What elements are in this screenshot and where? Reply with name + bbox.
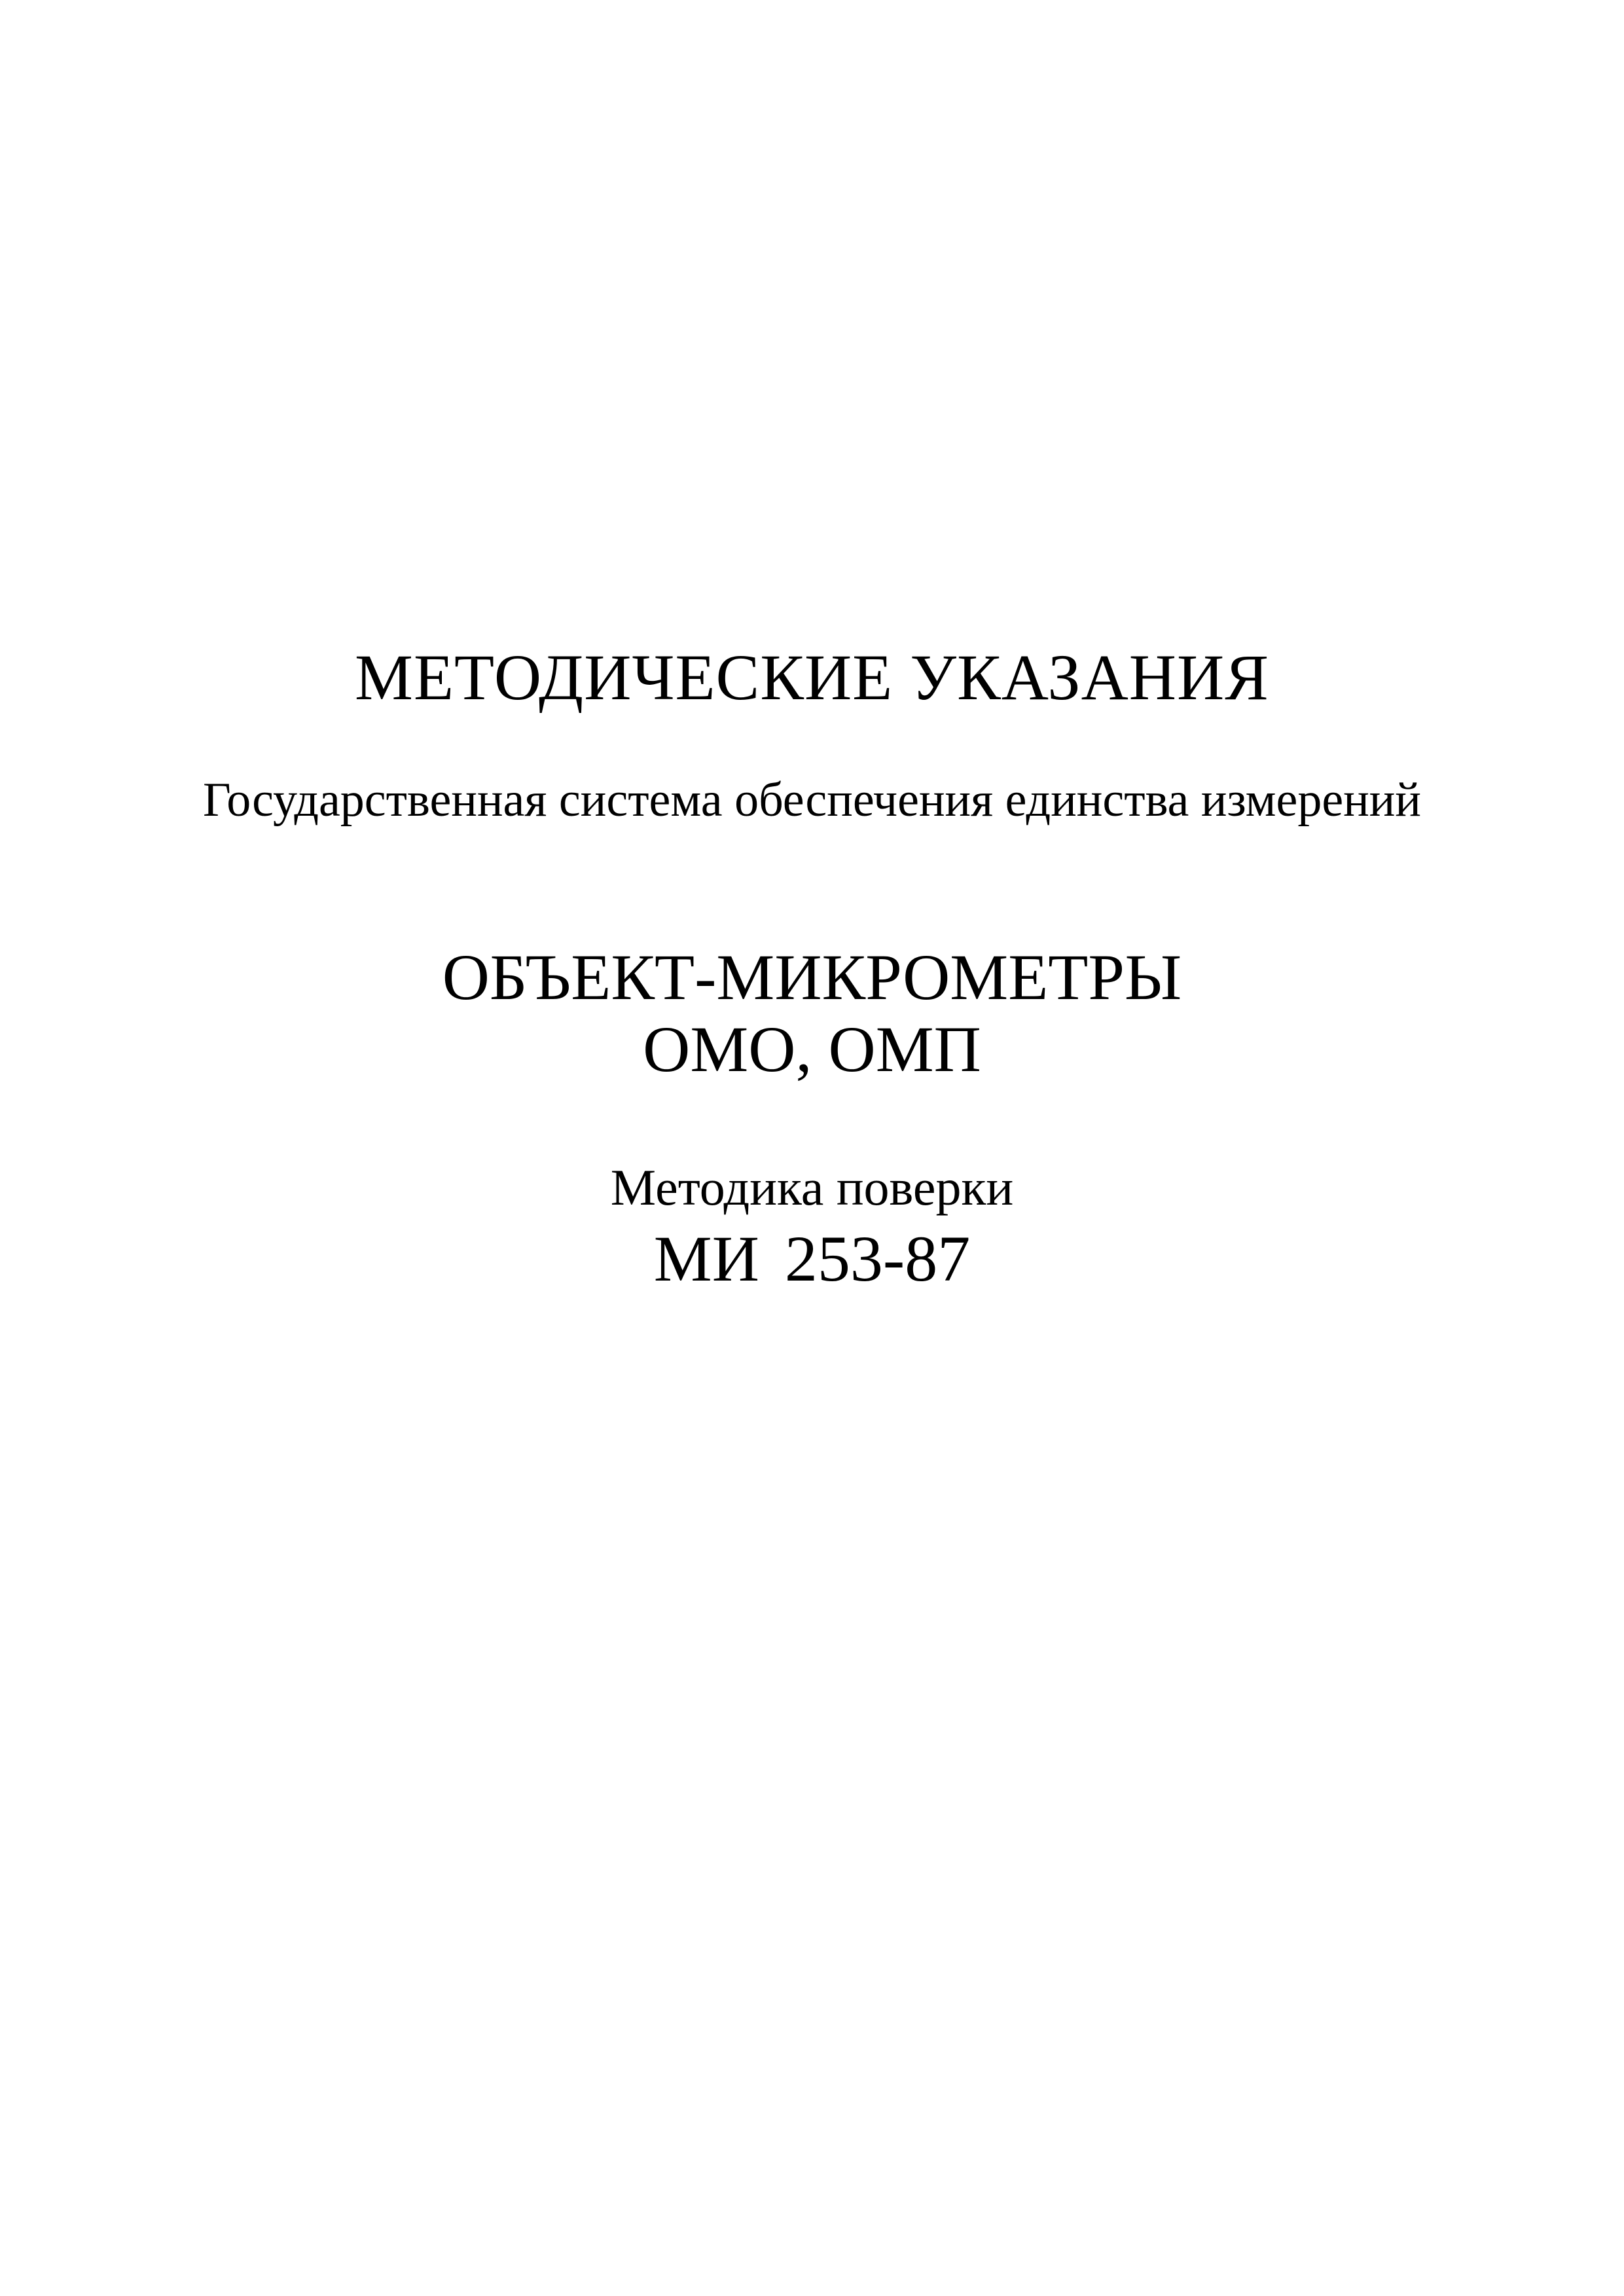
document-code: МИ 253-87 bbox=[653, 1222, 971, 1295]
document-title-line-1: ОБЪЕКТ-МИКРОМЕТРЫ bbox=[442, 941, 1182, 1013]
document-type-heading: МЕТОДИЧЕСКИЕ УКАЗАНИЯ bbox=[355, 641, 1269, 714]
method-label: Методика поверки bbox=[610, 1159, 1014, 1216]
system-name-subtitle: Государственная система обеспечения единства измерений bbox=[202, 773, 1422, 827]
document-title-line-2: ОМО, ОМП bbox=[643, 1013, 981, 1085]
